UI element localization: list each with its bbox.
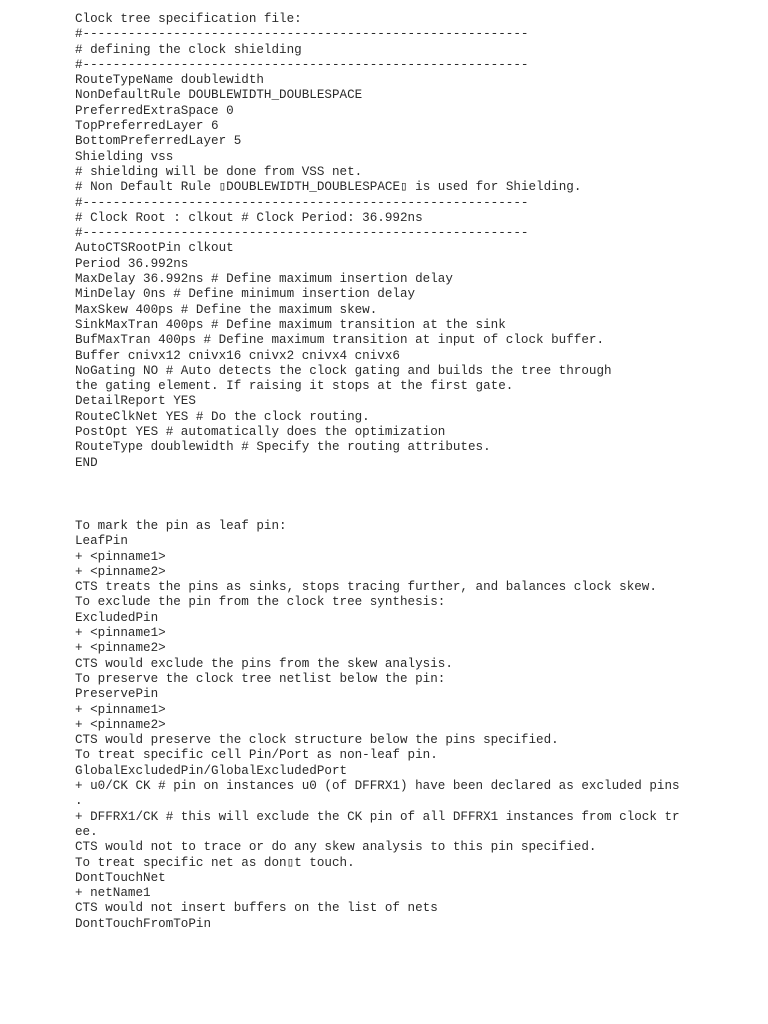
notes-line: + <pinname2> (75, 717, 166, 732)
spec-line: MaxSkew 400ps # Define the maximum skew. (75, 302, 378, 317)
spec-line: Shielding vss (75, 149, 174, 164)
notes-line: CTS would preserve the clock structure below the pins specified. (75, 733, 559, 748)
spec-line: BufMaxTran 400ps # Define maximum transition at input of clock buffer. (75, 333, 605, 348)
spec-line: # Clock Root : clkout # Clock Period: 36.992ns (75, 210, 423, 225)
notes-line: + <pinname1> (75, 702, 166, 717)
spec-line: the gating element. If raising it stops at the first gate. (75, 379, 514, 394)
spec-line: MinDelay 0ns # Define minimum insertion delay (75, 287, 416, 302)
spec-line: PostOpt YES # automatically does the optimization (75, 425, 446, 440)
notes-line: PreservePin (75, 687, 159, 702)
notes-line: + <pinname2> (75, 641, 166, 656)
notes-line: To exclude the pin from the clock tree synthesis: (75, 595, 446, 610)
notes-line: CTS treats the pins as sinks, stops tracing further, and balances clock skew. (75, 580, 657, 595)
notes-line: To treat specific cell Pin/Port as non-leaf pin. (75, 748, 438, 763)
spec-line: AutoCTSRootPin clkout (75, 241, 234, 256)
notes-line: + <pinname1> (75, 549, 166, 564)
notes-line: + <pinname2> (75, 564, 166, 579)
notes-line: + u0/CK CK # pin on instances u0 (of DFFRX1) have been declared as excluded pins (75, 779, 680, 794)
spec-line: BottomPreferredLayer 5 (75, 134, 242, 149)
notes-line: ee. (75, 824, 98, 839)
notes-line: + netName1 (75, 886, 151, 901)
notes-line: CTS would not to trace or do any skew analysis to this pin specified. (75, 840, 597, 855)
notes-line: To preserve the clock tree netlist below the pin: (75, 671, 446, 686)
notes-line: CTS would not insert buffers on the list of nets (75, 901, 438, 916)
spec-line: MaxDelay 36.992ns # Define maximum insertion delay (75, 272, 453, 287)
notes-line: GlobalExcludedPin/GlobalExcludedPort (75, 763, 348, 778)
spec-line: # Non Default Rule ▯DOUBLEWIDTH_DOUBLESPACE▯ is used for Shielding. (75, 180, 582, 195)
spec-line: NoGating NO # Auto detects the clock gating and builds the tree through (75, 363, 612, 378)
notes-line: DontTouchNet (75, 870, 166, 885)
spec-line: PreferredExtraSpace 0 (75, 103, 234, 118)
spec-line: #----------------------------------------------------------- (75, 195, 529, 210)
spec-line: #----------------------------------------------------------- (75, 57, 529, 72)
cts-pin-notes-block (75, 519, 680, 932)
spec-line: DetailReport YES (75, 394, 196, 409)
spec-line: RouteClkNet YES # Do the clock routing. (75, 409, 370, 424)
spec-line: SinkMaxTran 400ps # Define maximum transition at the sink (75, 317, 506, 332)
spec-line: #----------------------------------------------------------- (75, 27, 529, 42)
notes-line: + <pinname1> (75, 626, 166, 641)
spec-line: #----------------------------------------------------------- (75, 226, 529, 241)
spec-line: # defining the clock shielding (75, 42, 302, 57)
notes-line: DontTouchFromToPin (75, 916, 212, 931)
notes-line: . (75, 794, 83, 809)
clock-tree-spec-block (75, 12, 612, 471)
notes-line: To treat specific net as don▯t touch. (75, 855, 355, 870)
spec-line: TopPreferredLayer 6 (75, 119, 219, 134)
notes-line: ExcludedPin (75, 610, 159, 625)
spec-line: END (75, 455, 98, 470)
spec-line: Buffer cnivx12 cnivx16 cnivx2 cnivx4 cnivx6 (75, 348, 400, 363)
spec-line: Period 36.992ns (75, 256, 189, 271)
spec-line: # shielding will be done from VSS net. (75, 164, 363, 179)
spec-line: Clock tree specification file: (75, 12, 302, 26)
notes-line: To mark the pin as leaf pin: (75, 519, 287, 533)
spec-line: NonDefaultRule DOUBLEWIDTH_DOUBLESPACE (75, 88, 363, 103)
spec-line: RouteTypeName doublewidth (75, 73, 264, 88)
notes-line: LeafPin (75, 534, 128, 549)
spec-line: RouteType doublewidth # Specify the routing attributes. (75, 440, 491, 455)
notes-line: CTS would exclude the pins from the skew analysis. (75, 656, 453, 671)
notes-line: + DFFRX1/CK # this will exclude the CK pin of all DFFRX1 instances from clock tr (75, 809, 680, 824)
